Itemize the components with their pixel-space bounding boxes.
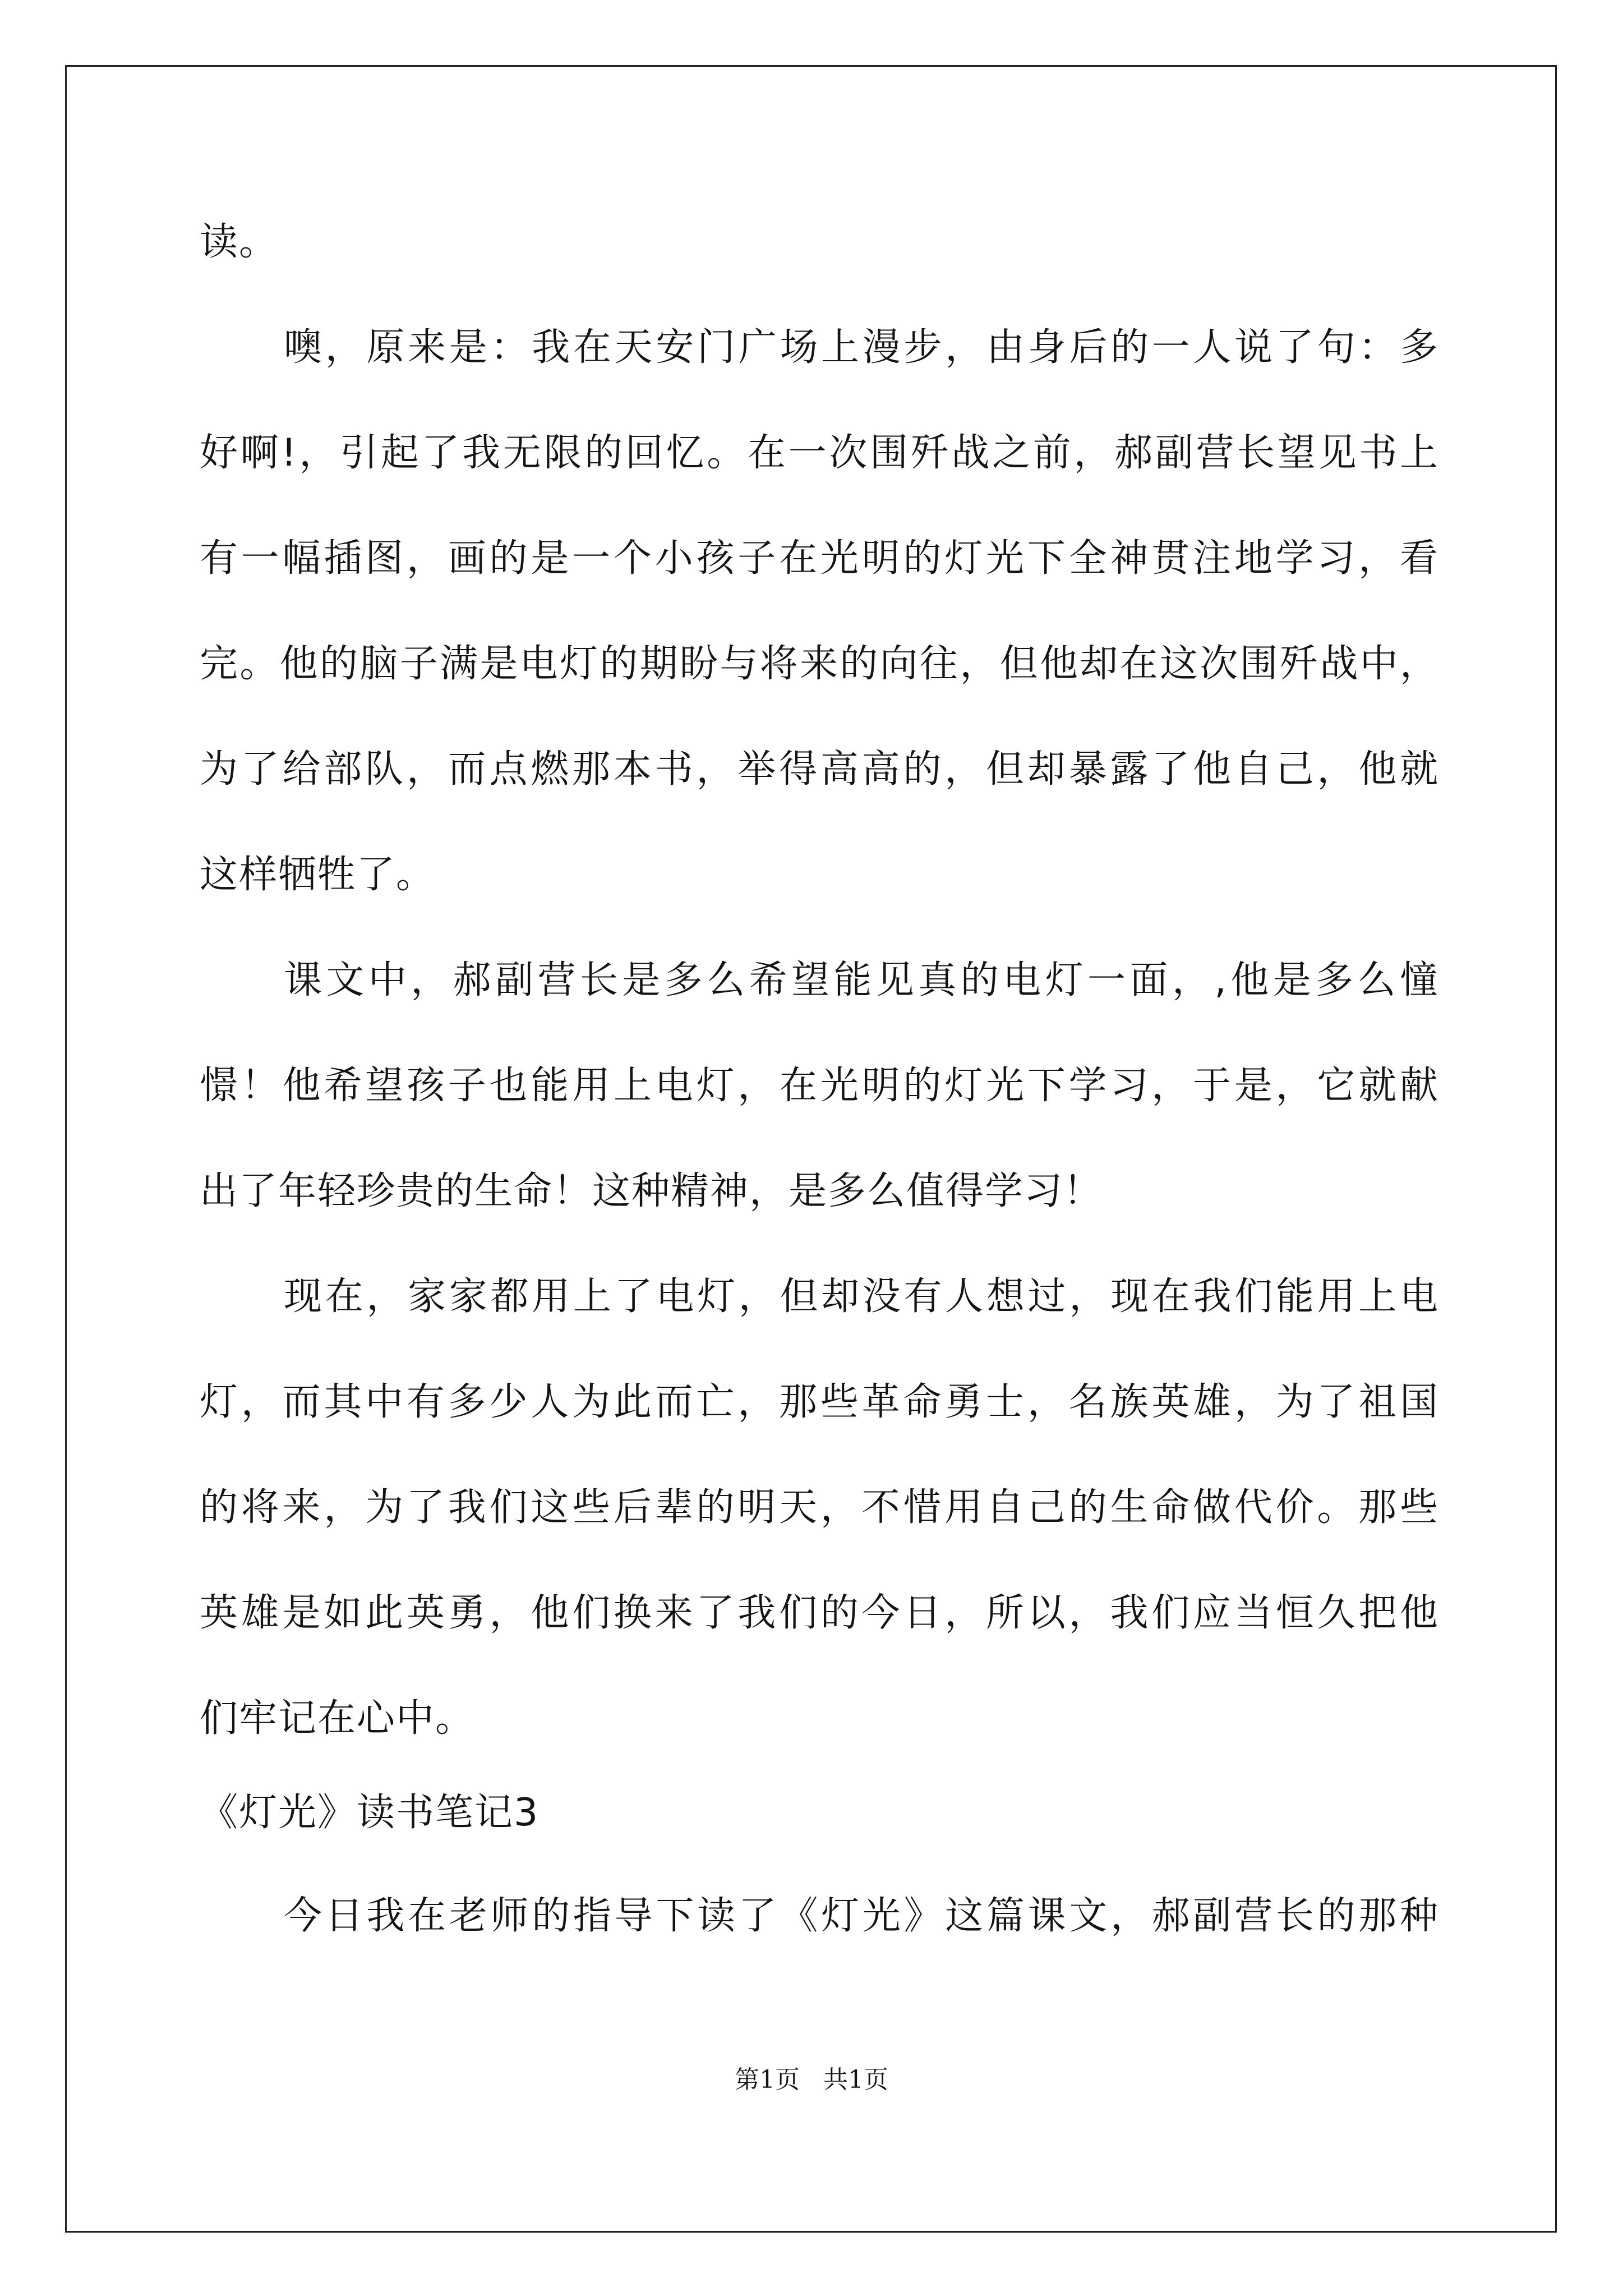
text-line: 有一幅插图，画的是一个小孩子在光明的灯光下全神贯注地学习，看	[200, 536, 1439, 581]
paragraph-start-line: 噢，原来是：我在天安门广场上漫步，由身后的一人说了句：多	[284, 325, 1439, 370]
page-footer	[0, 2064, 1623, 2096]
page-number: 第1页	[735, 2065, 800, 2094]
text-line: 灯，而其中有多少人为此而亡，那些革命勇士，名族英雄，为了祖国	[200, 1380, 1439, 1424]
text-line: 读。	[200, 220, 279, 264]
text-line: 英雄是如此英勇，他们换来了我们的今日，所以，我们应当恒久把他	[200, 1591, 1439, 1635]
paragraph-start-line: 今日我在老师的指导下读了《灯光》这篇课文，郝副营长的那种	[284, 1894, 1439, 1938]
text-line: 出了年轻珍贵的生命！这种精神，是多么值得学习！	[200, 1169, 1103, 1213]
text-line: 好啊!，引起了我无限的回忆。在一次围歼战之前，郝副营长望见书上	[200, 431, 1439, 475]
text-line: 们牢记在心中。	[200, 1696, 475, 1741]
paragraph-start-line: 课文中，郝副营长是多么希望能见真的电灯一面，,他是多么憧	[284, 958, 1439, 1002]
text-line: 为了给部队，而点燃那本书，举得高高的，但却暴露了他自己，他就	[200, 747, 1439, 792]
text-line: 完。他的脑子满是电灯的期盼与将来的向往，但他却在这次围歼战中，	[200, 642, 1439, 686]
section-heading: 《灯光》读书笔记3	[200, 1791, 540, 1835]
paragraph-start-line: 现在，家家都用上了电灯，但却没有人想过，现在我们能用上电	[284, 1274, 1439, 1319]
page-total: 共1页	[823, 2065, 888, 2094]
text-line: 这样牺牲了。	[200, 853, 436, 897]
text-line: 憬！他希望孩子也能用上电灯，在光明的灯光下学习，于是，它就献	[200, 1064, 1439, 1108]
text-line: 的将来，为了我们这些后辈的明天，不惜用自己的生命做代价。那些	[200, 1485, 1439, 1530]
